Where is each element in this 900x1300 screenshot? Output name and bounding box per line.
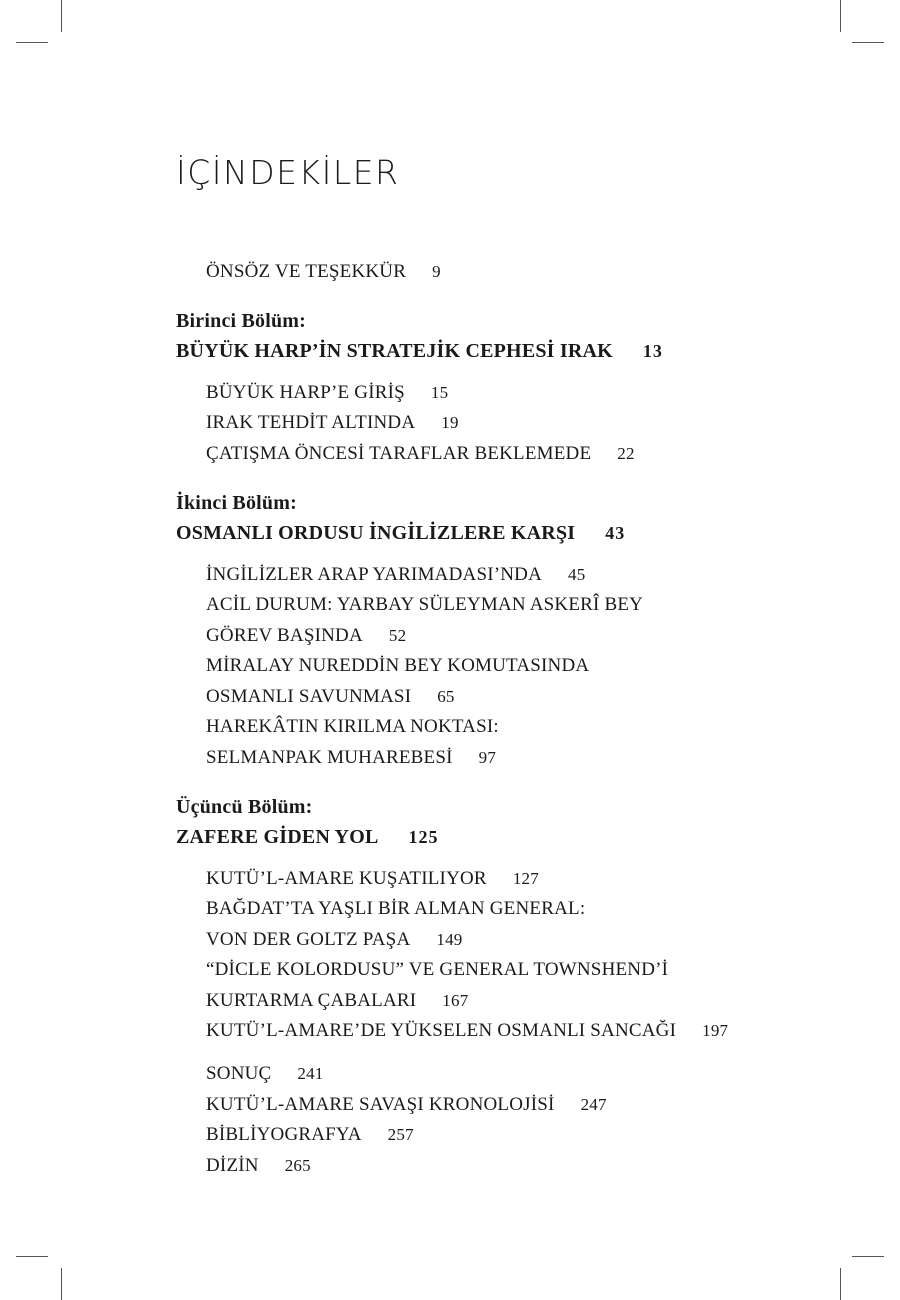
toc-entry-line1[interactable]: ACİL DURUM: YARBAY SÜLEYMAN ASKERÎ BEY (206, 594, 644, 615)
part-title-text: ZAFERE GİDEN YOL (176, 826, 379, 848)
page-title: İÇİNDEKİLER (176, 153, 400, 192)
part-title-text: OSMANLI ORDUSU İNGİLİZLERE KARŞI (176, 522, 576, 544)
entry-page: 65 (437, 687, 455, 706)
toc-entry[interactable] (206, 443, 635, 465)
part-page: 13 (642, 341, 663, 361)
part-title[interactable] (176, 522, 625, 545)
toc-entry[interactable] (206, 412, 459, 434)
toc-entry-line2[interactable] (206, 747, 496, 769)
toc-entry-line1[interactable]: BAĞDAT’TA YAŞLI BİR ALMAN GENERAL: (206, 898, 586, 919)
part-page: 43 (605, 523, 626, 543)
part-label: Üçüncü Bölüm: (176, 796, 313, 818)
entry-page: 19 (441, 413, 459, 432)
entry-page: 97 (478, 748, 497, 767)
part-page: 125 (408, 827, 439, 847)
entry-page: 15 (430, 383, 449, 402)
toc-entry-bibliography[interactable] (206, 1124, 414, 1146)
entry-page: 22 (617, 444, 635, 463)
part-label: Birinci Bölüm: (176, 310, 307, 332)
crop-mark (840, 1268, 841, 1300)
entry-page: 257 (387, 1125, 414, 1144)
toc-entry[interactable] (206, 868, 539, 890)
toc-entry-line1[interactable]: HAREKÂTIN KIRILMA NOKTASI: (206, 716, 499, 737)
crop-mark (16, 42, 48, 43)
entry-label: KURTARMA ÇABALARI (206, 990, 417, 1011)
entry-label: SELMANPAK MUHAREBESİ (206, 747, 453, 768)
entry-label: IRAK TEHDİT ALTINDA (206, 412, 416, 433)
entry-label: KUTÜ’L-AMARE’DE YÜKSELEN OSMANLI SANCAĞI (206, 1020, 677, 1041)
entry-label: SONUÇ (206, 1063, 272, 1084)
toc-entry-line1[interactable]: “DİCLE KOLORDUSU” VE GENERAL TOWNSHEND’İ (206, 959, 669, 980)
entry-label: İNGİLİZLER ARAP YARIMADASI’NDA (206, 564, 543, 585)
entry-page: 265 (284, 1156, 311, 1175)
crop-mark (61, 0, 62, 32)
entry-page: 149 (436, 930, 463, 949)
entry-label: VON DER GOLTZ PAŞA (206, 929, 411, 950)
toc-entry[interactable] (206, 1020, 728, 1042)
entry-page: 241 (297, 1064, 324, 1083)
part-title[interactable] (176, 826, 439, 849)
entry-page: 127 (512, 869, 539, 888)
toc-entry-line2[interactable] (206, 929, 462, 951)
entry-label: OSMANLI SAVUNMASI (206, 686, 412, 707)
toc-entry-chronology[interactable] (206, 1094, 607, 1116)
crop-mark (61, 1268, 62, 1300)
entry-page: 247 (580, 1095, 607, 1114)
toc-entry-index[interactable] (206, 1155, 311, 1177)
crop-mark (852, 42, 884, 43)
toc-entry[interactable] (206, 564, 585, 586)
entry-page: 167 (442, 991, 469, 1010)
entry-page: 197 (702, 1021, 729, 1040)
entry-label: KUTÜ’L-AMARE KUŞATILIYOR (206, 868, 487, 889)
toc-entry-conclusion[interactable] (206, 1063, 324, 1085)
part-label: İkinci Bölüm: (176, 492, 297, 514)
toc-entry-line2[interactable] (206, 625, 406, 647)
entry-label: ÇATIŞMA ÖNCESİ TARAFLAR BEKLEMEDE (206, 443, 592, 464)
crop-mark (852, 1256, 884, 1257)
entry-label: ÖNSÖZ VE TEŞEKKÜR (206, 261, 407, 282)
toc-entry[interactable] (206, 382, 448, 404)
toc-entry-preface[interactable] (206, 261, 441, 283)
toc-entry-line2[interactable] (206, 686, 455, 708)
entry-label: DİZİN (206, 1155, 259, 1176)
entry-label: GÖREV BAŞINDA (206, 625, 363, 646)
entry-page: 45 (568, 565, 586, 584)
crop-mark (16, 1256, 48, 1257)
entry-page: 52 (388, 626, 407, 645)
toc-entry-line1[interactable]: MİRALAY NUREDDİN BEY KOMUTASINDA (206, 655, 590, 676)
entry-label: KUTÜ’L-AMARE SAVAŞI KRONOLOJİSİ (206, 1094, 555, 1115)
crop-mark (840, 0, 841, 32)
entry-label: BİBLİYOGRAFYA (206, 1124, 362, 1145)
entry-page: 9 (432, 262, 441, 281)
part-title[interactable] (176, 340, 663, 363)
entry-label: BÜYÜK HARP’E GİRİŞ (206, 382, 405, 403)
toc-entry-line2[interactable] (206, 990, 468, 1012)
part-title-text: BÜYÜK HARP’İN STRATEJİK CEPHESİ IRAK (176, 340, 613, 362)
